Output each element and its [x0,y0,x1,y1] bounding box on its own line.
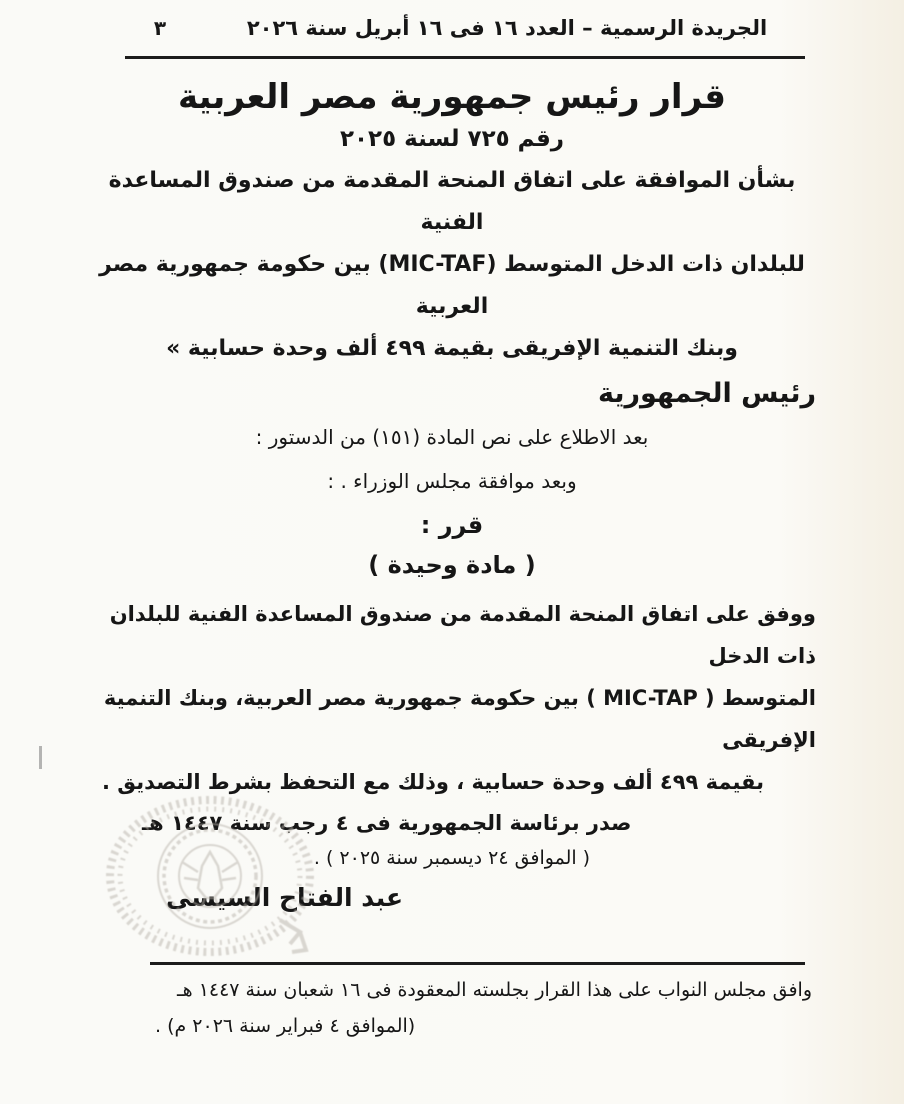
footnote-divider [150,962,805,965]
gazette-header [0,0,904,40]
decree-body [0,77,904,912]
parliament-approval-date: (الموافق ٤ فبراير سنة ٢٠٢٦ م) . [155,1014,416,1037]
issued-at-line: صدر برئاسة الجمهورية فى ٤ رجب سنة ١٤٤٧ هـ [142,810,632,835]
subject-line-3: وبنك التنمية الإفريقى بقيمة ٤٩٩ ألف وحدة حسابية » [166,335,738,361]
presidential-eagle-wreath-seal-icon [102,792,324,964]
decision-word: قرر : [420,510,484,539]
page-number: ٣ [153,16,167,40]
decree-number: رقم ٧٢٥ لسنة ٢٠٢٥ [339,125,565,152]
president-signature: عبد الفتاح السيسى [166,882,404,912]
scan-artifact-mark [39,746,42,769]
parliament-approval-line: وافق مجلس النواب على هذا القرار بجلسته المعقودة فى ١٦ شعبان سنة ١٤٤٧ هـ [177,978,812,1001]
preamble-line-1: بعد الاطلاع على نص المادة (١٥١) من الدستور : [255,424,649,449]
gazette-title: الجريدة الرسمية – العدد ١٦ فى ١٦ أبريل سنة ٢٠٢٦ [246,16,768,40]
article-heading: ( مادة وحيدة ) [368,550,536,579]
article-line-3: بقيمة ٤٩٩ ألف وحدة حسابية ، وذلك مع التحفظ بشرط التصديق . [102,769,765,794]
preamble-line-2: وبعد موافقة مجلس الوزراء . : [327,468,577,493]
gazette-footnote [0,962,904,1037]
gregorian-date-line: ( الموافق ٢٤ ديسمبر سنة ٢٠٢٥ ) . [313,846,591,869]
subject-line-1: بشأن الموافقة على اتفاق المنحة المقدمة من صندوق المساعدة الفنية [108,167,796,235]
article-text [88,593,816,803]
issuer-heading: رئيس الجمهورية [597,377,816,409]
article-line-2: المتوسط ( MIC-TAP ) بين حكومة جمهورية مصر العربية، وبنك التنمية الإفريقى [103,685,816,752]
subject-line-2: للبلدان ذات الدخل المتوسط (MIC-TAF) بين حكومة جمهورية مصر العربية [99,251,805,319]
article-line-1: ووفق على اتفاق المنحة المقدمة من صندوق المساعدة الفنية للبلدان ذات الدخل [109,601,816,668]
header-divider [125,56,805,59]
decree-subject [88,160,816,370]
decree-title: قرار رئيس جمهورية مصر العربية [177,77,727,117]
